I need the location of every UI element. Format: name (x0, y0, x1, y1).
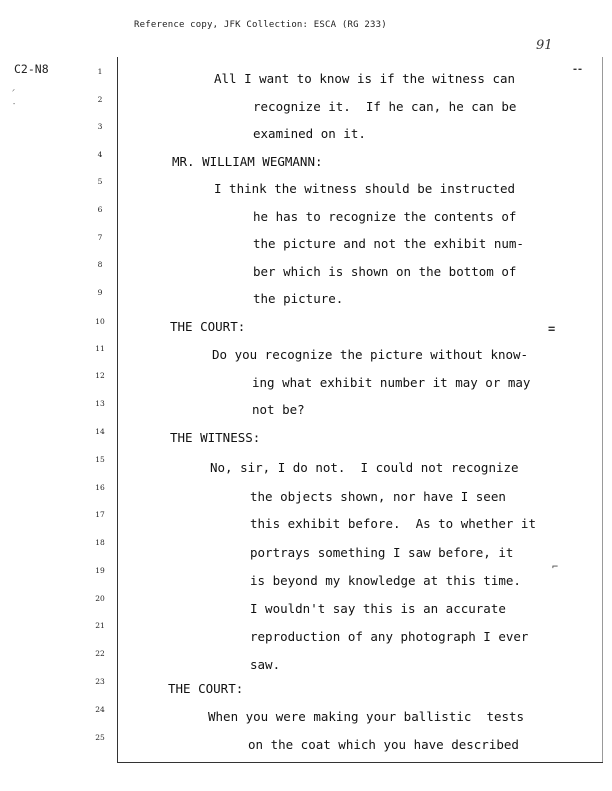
line-number: 4 (97, 150, 103, 159)
transcript-line: he has to recognize the contents of (253, 209, 517, 224)
line-number: 10 (95, 317, 105, 326)
line-number: 13 (95, 399, 105, 408)
transcript-line: this exhibit before. As to whether it (250, 516, 536, 531)
speaker-label: MR. WILLIAM WEGMANN: (172, 154, 323, 169)
transcript-line: the picture. (253, 291, 344, 306)
transcript-line: on the coat which you have described (248, 737, 519, 752)
transcript-line: portrays something I saw before, it (250, 545, 514, 560)
transcript-line: I wouldn't say this is an accurate (250, 601, 506, 616)
line-number: 8 (97, 260, 103, 269)
line-number: 19 (95, 566, 105, 575)
line-number: 20 (95, 594, 105, 603)
transcript-line: recognize it. If he can, he can be (253, 99, 517, 114)
transcript-line: examined on it. (253, 126, 366, 141)
left-margin-rule (117, 57, 118, 763)
transcript-line: not be? (252, 402, 305, 417)
margin-dash-mark: ‑ (12, 100, 17, 108)
transcript-line: ing what exhibit number it may or may (252, 375, 531, 390)
line-number: 17 (95, 510, 105, 519)
transcript-line: No, sir, I do not. I could not recognize (210, 460, 519, 475)
line-number: 24 (95, 705, 105, 714)
margin-tick-mark: ⌐ (552, 562, 559, 573)
line-number: 6 (97, 205, 103, 214)
speaker-label: THE COURT: (168, 681, 244, 696)
transcript-line: the picture and not the exhibit num- (253, 236, 524, 251)
transcript-line: is beyond my knowledge at this time. (250, 573, 521, 588)
line-number: 5 (97, 177, 103, 186)
line-number: 23 (95, 677, 105, 686)
line-number: 22 (95, 649, 105, 658)
speaker-label: THE COURT: (170, 319, 246, 334)
page-number: 91 (536, 38, 553, 53)
transcript-line: All I want to know is if the witness can (214, 71, 516, 86)
document-id: C2-N8 (14, 62, 49, 76)
line-number: 2 (97, 95, 103, 104)
reference-header: Reference copy, JFK Collection: ESCA (RG 233) (134, 20, 387, 30)
line-number: 9 (97, 288, 103, 297)
transcript-line: reproduction of any photograph I ever (250, 629, 529, 644)
speaker-label: THE WITNESS: (170, 430, 261, 445)
margin-dot-mark: ᐟ (12, 88, 15, 96)
transcript-line: I think the witness should be instructed (214, 181, 516, 196)
transcript-line: the objects shown, nor have I seen (250, 489, 506, 504)
right-margin-rule (602, 57, 603, 763)
line-number: 21 (95, 621, 105, 630)
margin-mark-middle-right: = (548, 322, 556, 336)
transcript-line: Do you recognize the picture without know- (212, 347, 529, 362)
line-number: 25 (95, 733, 105, 742)
bottom-margin-rule (117, 762, 603, 763)
transcript-line: When you were making your ballistic tests (208, 709, 525, 724)
line-number: 3 (97, 122, 103, 131)
line-number: 18 (95, 538, 105, 547)
line-number: 12 (95, 371, 105, 380)
transcript-line: ber which is shown on the bottom of (253, 264, 517, 279)
line-number: 14 (95, 427, 105, 436)
line-number: 15 (95, 455, 105, 464)
line-number: 16 (95, 483, 105, 492)
line-number: 1 (97, 67, 103, 76)
line-number: 11 (95, 344, 105, 353)
transcript-line: saw. (250, 657, 281, 672)
line-number: 7 (97, 233, 103, 242)
margin-mark-top-right: ‑‑ (572, 64, 583, 75)
